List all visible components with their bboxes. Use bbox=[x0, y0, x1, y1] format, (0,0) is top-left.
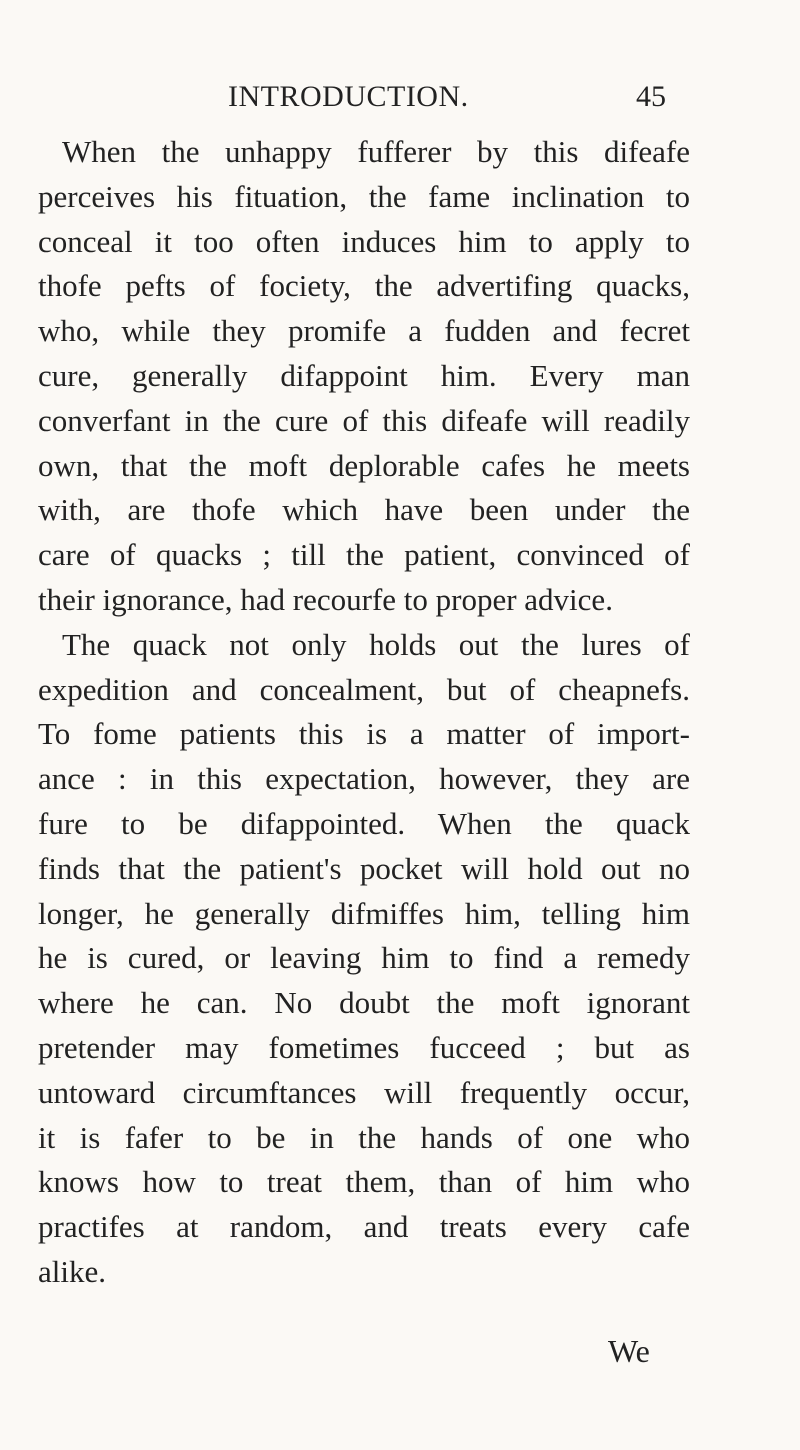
text-line: ance : in this expectation, however, they are bbox=[38, 761, 690, 797]
running-head bbox=[0, 80, 800, 120]
text-line: pretender may fometimes fucceed ; but as bbox=[38, 1029, 690, 1065]
text-line: it is fafer to be in the hands of one who bbox=[38, 1119, 690, 1155]
text-line: who, while they promife a fudden and fecret bbox=[38, 313, 690, 349]
text-line: conceal it too often induces him to apply to bbox=[38, 223, 690, 259]
text-line: with, are thofe which have been under the bbox=[38, 492, 690, 528]
text-line: finds that the patient's pocket will hold out no bbox=[38, 850, 690, 886]
text-line: practifes at random, and treats every cafe bbox=[38, 1209, 690, 1245]
text-line: untoward circumftances will frequently occur, bbox=[38, 1074, 690, 1110]
text-line: thofe pefts of fociety, the advertifing quacks, bbox=[38, 268, 690, 304]
text-line: When the unhappy fufferer by this difeafe bbox=[62, 134, 690, 169]
text-line: The quack not only holds out the lures of bbox=[62, 626, 690, 662]
body-text bbox=[38, 130, 690, 1295]
text-line: expedition and concealment, but of cheapnefs. bbox=[38, 671, 690, 707]
text-line: he is cured, or leaving him to find a remedy bbox=[38, 940, 690, 976]
text-line: knows how to treat them, than of him who bbox=[38, 1164, 690, 1200]
text-line: perceives his fituation, the fame inclination to bbox=[38, 178, 690, 214]
catchword: We bbox=[608, 1333, 650, 1369]
text-line: To fome patients this is a matter of import- bbox=[38, 716, 690, 752]
text-line: longer, he generally difmiffes him, telling him bbox=[38, 895, 690, 931]
text-line: fure to be difappointed. When the quack bbox=[38, 805, 690, 841]
text-line: where he can. No doubt the moft ignorant bbox=[38, 985, 690, 1021]
text-line: their ignorance, had recourfe to proper advice. bbox=[38, 581, 613, 617]
text-line: converfant in the cure of this difeafe will readily bbox=[38, 402, 690, 438]
text-line: care of quacks ; till the patient, convinced of bbox=[38, 537, 690, 573]
header-title: INTRODUCTION. bbox=[228, 80, 469, 113]
text-line: cure, generally difappoint him. Every man bbox=[38, 357, 690, 393]
text-line: own, that the moft deplorable cafes he meets bbox=[38, 447, 690, 483]
text-line: alike. bbox=[38, 1253, 106, 1289]
page-number: 45 bbox=[636, 80, 666, 113]
